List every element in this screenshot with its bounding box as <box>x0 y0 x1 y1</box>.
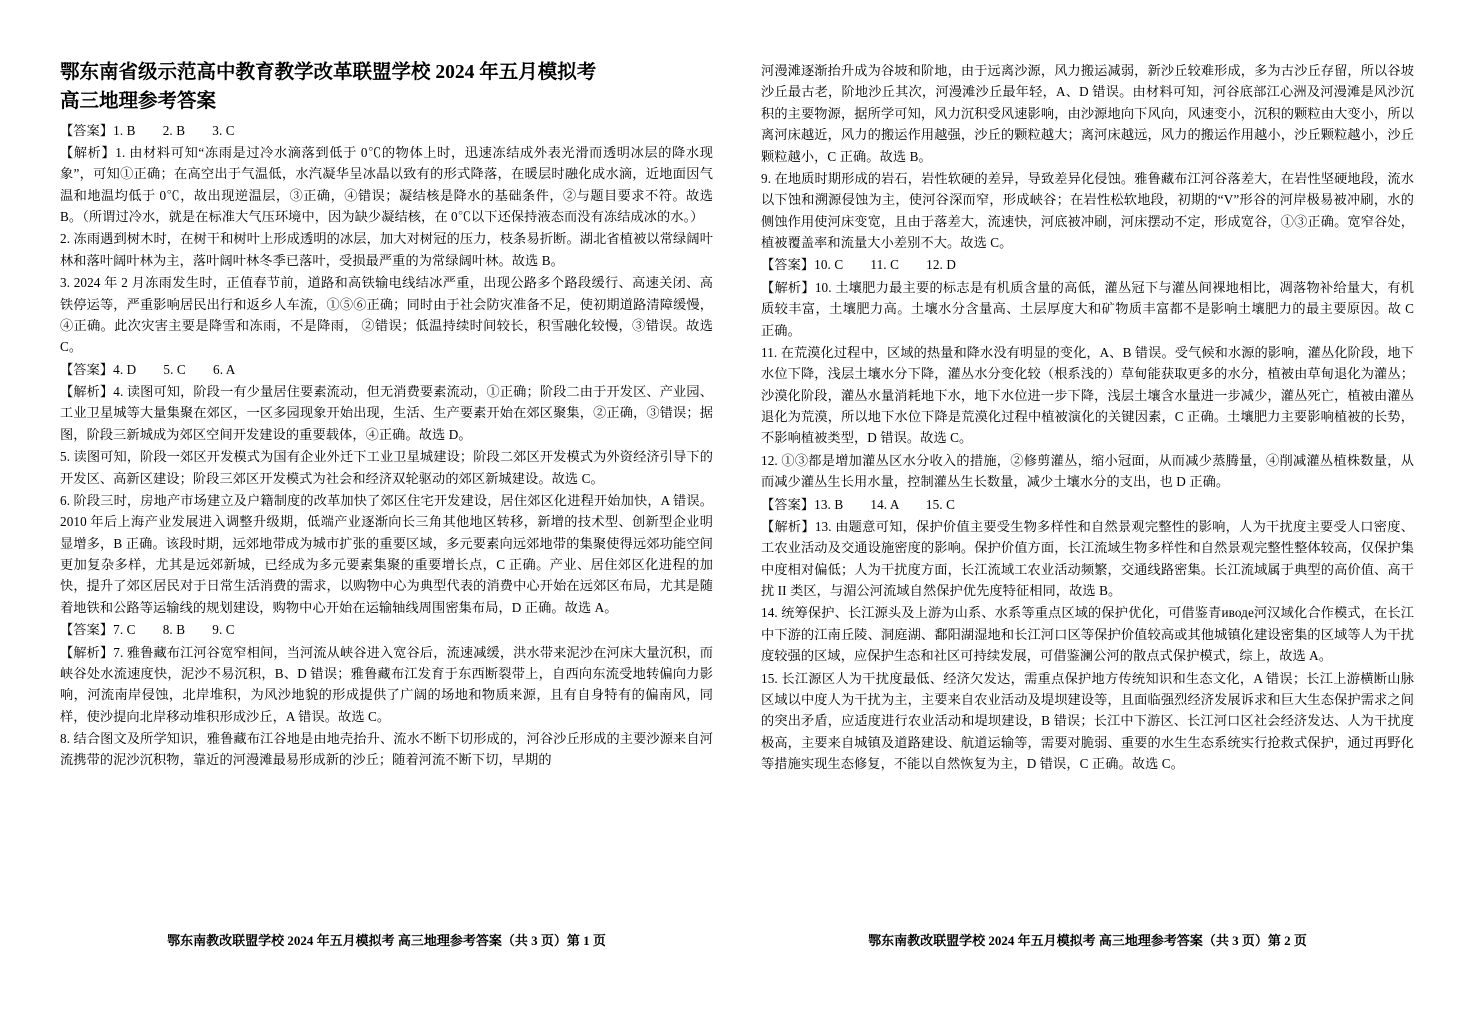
right-column-body <box>761 60 1414 774</box>
explanation-paragraph: 3. 2024 年 2 月冻雨发生时，正值春节前，道路和高铁输电线结冰严重，出现公路多个路段缓行、高速关闭、高铁停运等，严重影响居民出行和返乡人车流，①⑤⑥正确；同时由于社会防灾准备不足，使初期道路清障缓慢，④正确。此次灾害主要是降雪和冻雨，不是降雨， ②错误；低温持续时间较长，积雪融化较慢，③错误。故选 C。 <box>60 275 713 355</box>
explanation-paragraph: 15. 长江源区人为干扰度最低、经济欠发达，需重点保护地方传统知识和生态文化，A 错误；长江上游横断山脉区域以中度人为干扰为主，主要来自农业活动及堤坝建设等，且面临强烈经济发展诉求和巨大生态保护需求之间的突出矛盾，应适度进行农业活动和堤坝建设，B 错误；长江中下游区、长江河口区社会经济发达、人为干扰度极高，主要来自城镇及道路建设、航道运输等，需要对脆弱、重要的水生生态系统实行抢救式保护，通过再野化等措施实现生态修复，不能以自然恢复为主，D 错误，C 正确。故选 C。 <box>761 670 1414 771</box>
page-footer <box>60 930 1414 949</box>
right-column <box>761 60 1414 775</box>
answer-line: 【答案】13. B 14. A 15. C <box>761 496 956 512</box>
explanation-paragraph: 6. 阶段三时，房地产市场建立及户籍制度的改革加快了郊区住宅开发建设，居住郊区化进程开始加快，A 错误。2010 年后上海产业发展进入调整升级期，低端产业逐渐向长三角其他地区转移，新增的技术型、创新型企业明显增多，B 正确。该段时期，远郊地带成为城市扩张的重要区域，多元要素向远郊地带的集聚使得远郊功能空间更加复杂多样，尤其是远郊新城，已经成为多元要素集聚的重要增长点，C 正确。产业、居住郊区化进程的加快，提升了郊区居民对于日常生活消费的需求，以购物中心为典型代表的消费中心开始在远郊区布局，尤其是随着地铁和公路等运输线的规划建设，购物中心开始在运输轴线周围密集布局，D 正确。故选 A。 <box>60 492 713 615</box>
page-subtitle: 高三地理参考答案 <box>60 91 217 113</box>
explanation-paragraph: 【解析】1. 由材料可知“冻雨是过冷水滴落到低于 0℃的物体上时，迅速冻结成外表光滑而透明冰层的降水现象”，可知①正确；在高空出于气温低，水汽凝华呈冰晶以致有的形式降落，在暖层时融化成水滴，近地面因气温和地温均低于 0℃，故出现逆温层，③正确，④错误；凝结核是降水的基础条件，②与题目要求不符。故选 B。（所谓过冷水，就是在标准大气压环境中，因为缺少凝结核，在 0℃以下还保持液态而没有冻结成冰的水。） <box>60 144 713 225</box>
explanation-paragraph: 【解析】4. 读图可知，阶段一有少量居住要素流动，但无消费要素流动，①正确；阶段二由于开发区、产业园、工业卫星城等大量集聚在郊区，一区多园现象开始出现，生活、生产要素开始在郊区聚集，②正确，③错误；据图，阶段三新城成为郊区空间开发建设的重要载体，④正确。故选 D。 <box>60 384 713 442</box>
explanation-paragraph: 河漫滩逐渐抬升成为谷坡和阶地，由于远离沙源，风力搬运减弱，新沙丘较难形成，多为古沙丘存留，所以谷坡沙丘最古老，阶地沙丘其次，河漫滩沙丘最年轻，A、D 错误。由材料可知，河谷底部江心洲及河漫滩是风沙沉积的主要物源，据所学可知，风力沉积受风速影响，由沙源地向下风向，风速变小，沉积的颗粒由大变小，所以离河床越近，风力的搬运作用越强，沙丘的颗粒越大；离河床越远，风力的搬运作用越小，沙丘颗粒越小，沙丘颗粒越小，C 正确。故选 B。 <box>761 63 1414 164</box>
footer-right: 鄂东南教改联盟学校 2024 年五月模拟考 高三地理参考答案（共 3 页）第 2 页 <box>868 933 1307 948</box>
left-column-body <box>60 120 713 771</box>
footer-left: 鄂东南教改联盟学校 2024 年五月模拟考 高三地理参考答案（共 3 页）第 1 页 <box>167 933 606 948</box>
left-column <box>60 60 713 772</box>
answer-line: 【答案】7. C 8. B 9. C <box>60 622 235 638</box>
explanation-paragraph: 5. 读图可知，阶段一郊区开发模式为国有企业外迁下工业卫星城建设；阶段二郊区开发模式为外资经济引导下的开发区、高新区建设；阶段三郊区开发模式为社会和经济双轮驱动的郊区新城建设。故选 C。 <box>60 449 713 486</box>
explanation-paragraph: 11. 在荒漠化过程中，区域的热量和降水没有明显的变化，A、B 错误。受气候和水源的影响，灌丛化阶段，地下水位下降，浅层土壤水分下降，灌丛水分变化较（根系浅的）草甸能获取更多的水分，植被由草甸退化为灌丛；沙漠化阶段，灌丛水量消耗地下水，地下水位进一步下降，浅层土壤含水量进一步减少，灌丛死亡，植被由灌丛退化为荒漠，所以地下水位下降是荒漠化过程中植被演化的关键因素，C 正确。土壤肥力主要影响植被的长势，不影响植被类型，D 错误。故选 C。 <box>761 344 1415 446</box>
explanation-paragraph: 【解析】10. 土壤肥力最主要的标志是有机质含量的高低，灌丛冠下与灌丛间裸地相比，凋落物补给量大，有机质较丰富，土壤肥力高。土壤水分含量高、土层厚度大和矿物质丰富都不是影响土壤肥力的最主要原因。故 C 正确。 <box>761 279 1414 338</box>
explanation-paragraph: 2. 冻雨遇到树木时，在树干和树叶上形成透明的冰层，加大对树冠的压力，枝条易折断。湖北省植被以常绿阔叶林和落叶阔叶林为主，落叶阔叶林冬季已落叶，受损最严重的为常绿阔叶林。故选 B。 <box>60 231 713 268</box>
explanation-paragraph: 【解析】7. 雅鲁藏布江河谷宽窄相间，当河流从峡谷进入宽谷后，流速减缓，洪水带来泥沙在河床大量沉积，而峡谷处水流速度快，泥沙不易沉积，B、D 错误；雅鲁藏布江发育于东西断裂带上，自西向东流受地转偏向力影响，河流南岸侵蚀，北岸堆积，为风沙地貌的形成提供了广阔的场地和物质来源，且有自身特有的偏南风，同样，使沙提向北岸移动堆积形成沙丘，A 错误。故选 C。 <box>60 644 713 724</box>
answer-line: 【答案】10. C 11. C 12. D <box>761 257 956 273</box>
page-title: 鄂东南省级示范高中教育教学改革联盟学校 2024 年五月模拟考 <box>60 62 597 83</box>
explanation-paragraph: 9. 在地质时期形成的岩石，岩性软硬的差异，导致差异化侵蚀。雅鲁藏布江河谷落差大，在岩性坚硬地段，流水以下蚀和溯源侵蚀为主，使河谷深而窄，形成峡谷；在岩性松软地段，初期的“V”形谷的河岸极易被冲刷，水的侧蚀作用使河床变宽，且由于落差大，流速快，河底被冲刷，河床摆动不定，形成宽谷，①③正确。宽窄谷处，植被覆盖率和流量大小差别不大。故选 C。 <box>761 170 1414 250</box>
explanation-paragraph: 14. 统筹保护、长江源头及上游为山系、水系等重点区域的保护优化，可借鉴青иводе河汉域化合作模式，在长江中下游的江南丘陵、洞庭湖、鄱阳湖湿地和长江河口区等保护价值较高或其他城镇化建设密集的区域等人为干扰度较强的区域，应保护生态和社区可持续发展，可借鉴澜公河的散点式保护模式，综上，故选 A。 <box>761 605 1414 664</box>
two-column-layout <box>60 60 1414 775</box>
explanation-paragraph: 【解析】13. 由题意可知，保护价值主要受生物多样性和自然景观完整性的影响，人为干扰度主要受人口密度、工农业活动及交通设施密度的影响。保护价值方面，长江流域生物多样性和自然景观完整性整体较高，仅保护集中度相对偏低；人为干扰度方面，长江流域工农业活动频繁，交通线路密集。长江流域属于典型的高价值、高干扰 II 类区，与湄公河流域自然保护优先度特征相同，故选 B。 <box>761 518 1414 598</box>
explanation-paragraph: 12. ①③都是增加灌丛区水分收入的措施，②修剪灌丛，缩小冠面，从而减少蒸腾量，④削减灌丛植株数量，从而减少灌丛生长用水量，控制灌丛生长数量，减少土壤水分的支出，也 D 正确。 <box>761 452 1414 490</box>
answer-line: 【答案】1. B 2. B 3. C <box>60 122 235 138</box>
explanation-paragraph: 8. 结合图文及所学知识，雅鲁藏布江谷地是由地壳抬升、流水不断下切形成的，河谷沙丘形成的主要沙源来自河流携带的泥沙沉积物，靠近的河漫滩最易形成新的沙丘；随着河流不断下切，早期的 <box>60 731 713 768</box>
answer-line: 【答案】4. D 5. C 6. A <box>60 361 236 377</box>
